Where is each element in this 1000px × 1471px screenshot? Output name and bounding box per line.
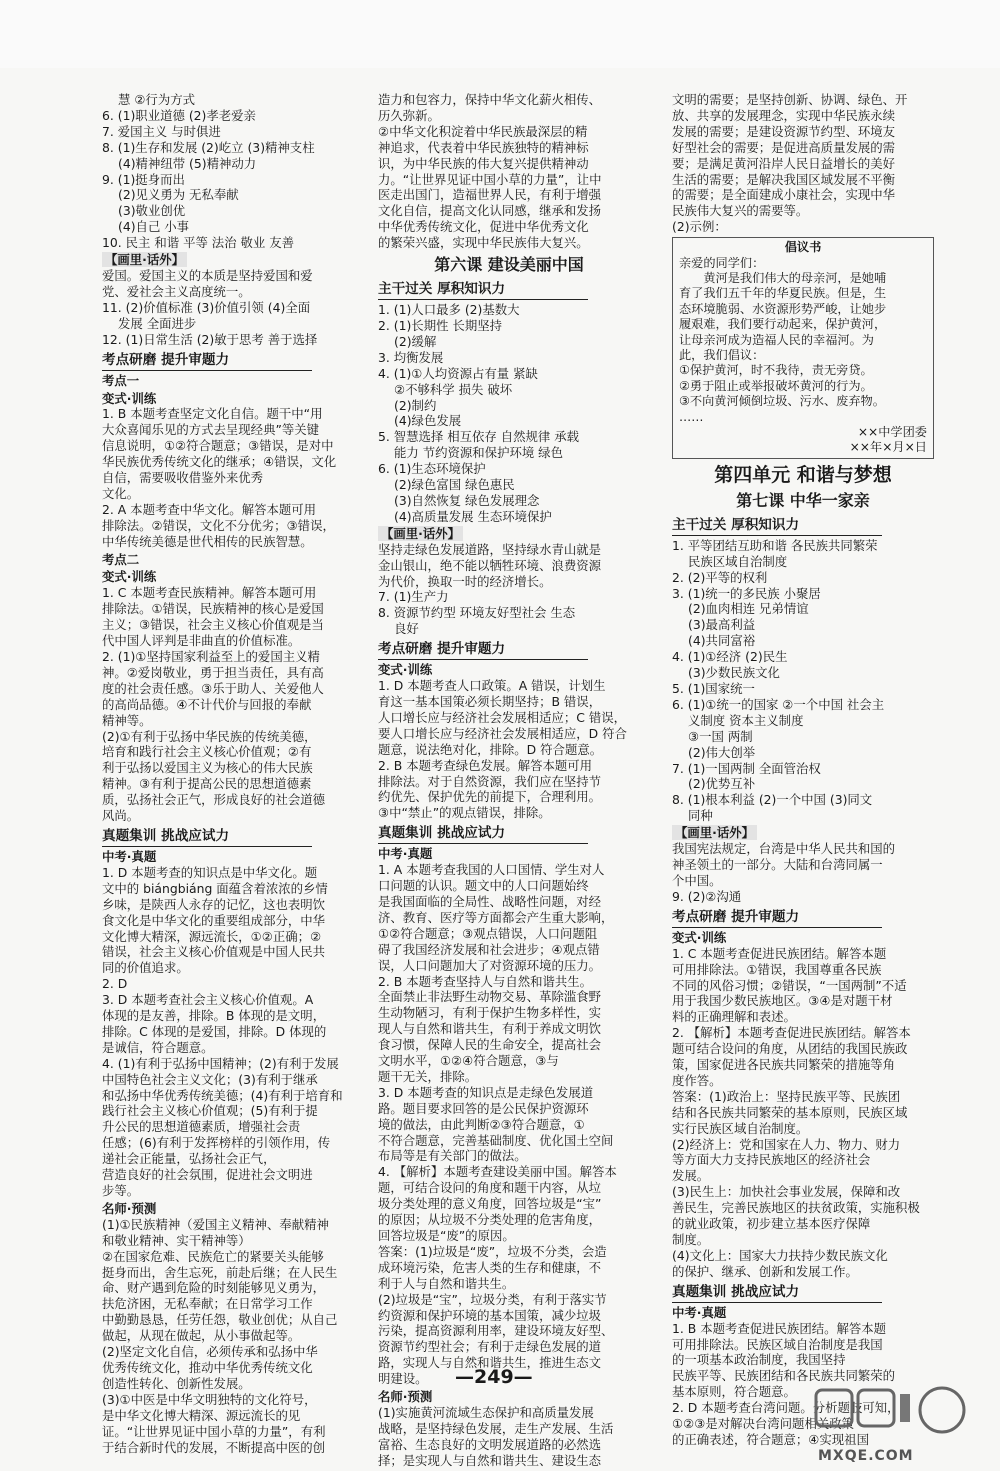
- text-line: 全面禁止非法野生动物交易、革除滥食野: [378, 989, 602, 1005]
- text-line: 6. (1)生态环境保护: [378, 461, 486, 477]
- text-line: 义制度 资本主义制度: [688, 712, 804, 728]
- text-line: 9. (1)挺身而出: [102, 171, 185, 187]
- text-line: 料的正确理解和表述。: [672, 1009, 796, 1025]
- text-line: 生动物陋习，有利于保护生物多样性，实: [378, 1005, 602, 1021]
- text-line: (4)文化上：国家大力扶持少数民族文化: [672, 1247, 888, 1263]
- subheading: 名师·预测: [378, 1389, 433, 1405]
- section-banner: 主干过关 厚积知识力: [672, 515, 882, 536]
- text-line: 创造性转化、创新性发展。: [102, 1375, 251, 1391]
- text-line: (2)见义勇为 无私奉献: [118, 187, 239, 203]
- letter-sign-date: ××年×月×日: [849, 440, 927, 455]
- text-line: 4. (1)①人均资源占有量 紧缺: [378, 365, 538, 381]
- text-line: 要人口增长应与经济社会发展相适应，D 符合: [378, 725, 627, 741]
- text-line: 2. D: [102, 976, 128, 992]
- text-line: 放、共享的发展理念，实现中华民族永续: [672, 107, 896, 123]
- text-line: (2)缓解: [394, 333, 437, 349]
- text-line: 6. (1)①统一的国家 ②一个中国 社会主: [672, 696, 885, 712]
- text-line: (3)最高利益: [688, 617, 756, 633]
- subheading: 中考·真题: [102, 848, 157, 864]
- text-line: (3)自然恢复 绿色发展理念: [394, 492, 540, 508]
- text-line: 排除法。①错误，民族精神的核心是爱国: [102, 601, 324, 617]
- text-line: 2. B 本题考查坚持人与自然和谐共生。: [378, 973, 593, 989]
- text-line: (2)经济上：党和国家在人力、物力、财力: [672, 1136, 901, 1152]
- text-line: 代中国人评判是非曲直的价值标准。: [102, 633, 301, 649]
- lesson-title: 第六课 建设美丽中国: [434, 255, 584, 275]
- text-line: 食习惯，保障人民的生命安全，提高社会: [378, 1037, 602, 1053]
- subheading: 考点二: [102, 551, 140, 567]
- text-line: 文明水平，①②④符合题意，③与: [378, 1053, 559, 1069]
- text-line: 回答垃圾是“废”的原因。: [378, 1228, 515, 1243]
- text-line: 个中国。: [672, 872, 722, 888]
- section-tag-row: [672, 824, 934, 841]
- unit-title: 第四单元 和谐与梦想: [714, 463, 892, 486]
- letter-line: 态环境脆弱、水资源形势严峻，让她步: [679, 301, 887, 316]
- text-line: 人口增长应与经济社会发展相适应；C 错误，: [378, 709, 627, 725]
- text-line: ③一国 两制: [688, 728, 753, 744]
- text-line: 同的价值追求。: [102, 960, 189, 976]
- section-banner: 真题集训 挑战应试力: [378, 823, 588, 844]
- text-line: 和弘扬中华优秀传统美德；(4)有利于培育和: [102, 1087, 343, 1103]
- text-line: 7. (1)一国两制 全面管治权: [672, 760, 821, 776]
- text-line: 利于弘扬以爱国主义为核心的伟大民族: [102, 760, 313, 776]
- text-line: 爱国。爱国主义的本质是坚持爱国和爱: [102, 268, 313, 284]
- text-line: 是中华文化博大精深、源远流长的见: [102, 1407, 301, 1423]
- column-right-top: [672, 92, 934, 235]
- text-line: 3. D 本题考查社会主义核心价值观。A: [102, 992, 314, 1008]
- letter-line: ……: [679, 409, 704, 424]
- letter-line: 让母亲河成为造福人民的幸福河。为: [679, 332, 874, 347]
- text-line: 1. D 本题考查的知识点是中华文化。题: [102, 864, 318, 880]
- text-line: 排除。C 体现的是爱国，排除。D 体现的: [102, 1023, 327, 1039]
- text-line: 的一项基本政治制度，我国坚持: [672, 1352, 846, 1368]
- text-line: (2)伟大创举: [688, 744, 756, 760]
- text-line: 基本原则，符合题意。: [672, 1384, 796, 1400]
- text-line: 3. D 本题考查的知识点是走绿色发展道: [378, 1084, 594, 1100]
- text-line: 主义；③错误，社会主义核心价值观是当: [102, 617, 324, 633]
- text-line: 12. (1)日常生活 (2)敏于思考 善于选择: [102, 331, 318, 347]
- text-line: 好型社会的需要；是促进高质量发展的需: [672, 139, 896, 155]
- text-line: 题，可结合设问的角度和题干内容，从垃: [378, 1180, 602, 1196]
- text-line: 误，人口问题加大了对资源环境的压力。: [378, 957, 602, 973]
- text-line: 的保护、继承、创新和发展工作。: [672, 1263, 858, 1279]
- text-line: 3. (1)统一的多民族 小聚居: [672, 585, 821, 601]
- text-line: 坚持走绿色发展道路，坚持绿水青山就是: [378, 541, 602, 557]
- text-line: (4)共同富裕: [688, 633, 756, 649]
- text-line: 食文化是中华文化的重要组成部分，中华: [102, 912, 326, 928]
- text-line: 4. (1)有利于弘扬中国精神；(2)有利于发展: [102, 1055, 339, 1071]
- section-banner: 考点研磨 提升审题力: [672, 907, 882, 928]
- text-line: (2)坚定文化自信，必须传承和弘扬中华: [102, 1344, 318, 1360]
- text-line: 1. B 本题考查坚定文化自信。题干中“用: [102, 406, 323, 422]
- letter-line: 亲爱的同学们：: [679, 255, 765, 270]
- letter-line: ③不向黄河倾倒垃圾、污水、废弃物。: [679, 394, 885, 409]
- text-line: ②中华文化积淀着中华民族最深层的精: [378, 123, 588, 139]
- text-line: 富裕、生态良好的文明发展道路的必然选: [378, 1436, 602, 1452]
- text-line: 1. C 本题考查促进民族团结。解答本题: [672, 945, 887, 961]
- text-line: 文化自信，提高文化认同感，继承和发扬: [378, 203, 602, 219]
- text-line: 同种: [688, 808, 713, 824]
- text-line: 善民生，完善民族地区的扶贫政策，实施积极: [672, 1200, 920, 1216]
- letter-title: 倡议书: [784, 240, 822, 255]
- text-line: 信息说明，①②符合题意；③错误，是对中: [102, 438, 334, 454]
- text-line: 错误，社会主义核心价值观是中国人民共: [102, 944, 326, 960]
- text-line: 培育和践行社会主义核心价值观；②有: [102, 744, 312, 760]
- text-line: (4)高质量发展 生态环境保护: [394, 508, 552, 524]
- text-line: 慧 ②行为方式: [118, 92, 195, 107]
- text-line: 路。题目要求回答的是公民保护资源环: [378, 1100, 589, 1116]
- text-line: 可用排除法。民族区域自治制度是我国: [672, 1336, 883, 1352]
- text-line: 排除法。②错误，文化不分优劣；③错误，: [102, 517, 335, 533]
- watermark-text: MXQE.COM: [818, 1448, 914, 1464]
- text-line: 精神等。: [102, 712, 152, 728]
- text-line: 污染，提高资源利用率，建设环境友好型、: [378, 1323, 614, 1339]
- text-line: 民族伟大复兴的需要等。: [672, 203, 809, 219]
- text-line: 的正确表述，符合题意；④实现祖国: [672, 1431, 869, 1447]
- column-right: [672, 92, 934, 1447]
- text-line: 战略，是坚持绿色发展，走生产发展、生活: [378, 1420, 614, 1436]
- text-line: 制度。: [672, 1232, 710, 1247]
- section-banner: 考点研磨 提升审题力: [378, 639, 588, 660]
- subheading: 变式·训练: [672, 929, 727, 945]
- text-line: 题干无关，排除。: [378, 1068, 478, 1084]
- text-line: 医走出国门，造福世界人民，有利于增强: [378, 187, 602, 203]
- text-line: 1. A 本题考查我国的人口国情、学生对人: [378, 862, 605, 878]
- letter-body: [679, 256, 927, 425]
- section-tag: 【画里·话外】: [378, 526, 463, 541]
- text-line: 1. 平等团结互助和谐 各民族共同繁荣: [672, 537, 878, 553]
- text-line: 中勤勤恳恳，任劳任怨，敬业创优；从自己: [102, 1312, 338, 1328]
- section-banner: 主干过关 厚积知识力: [378, 279, 588, 300]
- text-line: 做起，从现在做起，从小事做起等。: [102, 1328, 301, 1344]
- text-line: 扶危济困，无私奉献；在日常学习工作: [102, 1296, 313, 1312]
- text-line: 布局等是有关部门的做法。: [378, 1148, 527, 1164]
- text-line: 利于人与自然和谐共生。: [378, 1275, 515, 1291]
- text-line: 良好: [394, 621, 419, 637]
- section-banner: 真题集训 挑战应试力: [102, 826, 312, 847]
- text-line: (2)①有利于弘扬中华民族的传统美德，: [102, 728, 317, 744]
- subheading: 中考·真题: [378, 846, 433, 862]
- text-line: 碍了我国经济发展和社会进步；④观点错: [378, 941, 600, 957]
- text-line: 民族区域自治制度: [688, 553, 788, 569]
- section-tag: 【画里·话外】: [672, 825, 757, 840]
- text-line: ②在国家危难、民族危亡的紧要关头能够: [102, 1248, 324, 1264]
- text-line: 中华传统美德是世代相传的民族智慧。: [102, 533, 313, 549]
- text-line: 2. B 本题考查绿色发展。解答本题可用: [378, 757, 593, 773]
- top-band: [0, 0, 1000, 68]
- text-line: 答案：(1)垃圾是“废”，垃圾不分类，会造: [378, 1243, 607, 1259]
- text-line: 神圣领土的一部分。大陆和台湾同属一: [672, 857, 883, 873]
- text-line: 用于我国少数民族地区。③④是对题干材: [672, 993, 893, 1009]
- text-line: 现人与自然和谐共生，有利于养成文明饮: [378, 1021, 602, 1037]
- text-line: 能力 节约资源和保护环境 绿色: [394, 445, 563, 461]
- letter-line: 履艰难，我们要行动起来，保护黄河，: [679, 317, 887, 332]
- letter-line: 黄河是我们伟大的母亲河，是她哺: [679, 270, 887, 285]
- text-line: 5. 智慧选择 相互依存 自然规律 承载: [378, 429, 580, 445]
- text-line: ①②③是对解决台湾问题相关政策: [672, 1416, 855, 1432]
- text-line: 实行民族区域自治制度。: [672, 1120, 809, 1136]
- text-line: 口问题的认识。题文中的人口问题始终: [378, 878, 589, 894]
- subheading: 考点一: [102, 372, 140, 388]
- text-line: 4. (1)①经济 (2)民生: [672, 649, 788, 665]
- subheading: 变式·训练: [102, 569, 157, 585]
- text-line: 7. (1)生产力: [378, 589, 449, 605]
- text-line: (1)①民族精神（爱国主义精神、奉献精神: [102, 1216, 329, 1232]
- text-line: 约优先、保护优先的前提下，合理利用。: [378, 789, 602, 805]
- text-line: 命、财产遇到危险的时刻能够见义勇为，: [102, 1280, 326, 1296]
- text-line: (4)精神纽带 (5)精神动力: [118, 155, 257, 171]
- column-left: [102, 92, 362, 1455]
- text-line: (2)垃圾是“宝”，垃圾分类，有利于落实节: [378, 1291, 607, 1307]
- text-line: 11. (2)价值标准 (3)价值引领 (4)全面: [102, 299, 311, 315]
- text-line: 度的社会责任感。③乐于助人、关爱他人: [102, 680, 324, 696]
- letter-line: ①保护黄河，时不我待，责无旁贷。: [679, 363, 873, 378]
- text-line: 的就业政策，初步建立基本医疗保障: [672, 1216, 871, 1232]
- text-line: 2. 【解析】本题考查促进民族团结。解答本: [672, 1025, 911, 1041]
- text-line: 2. (2)平等的权利: [672, 569, 768, 585]
- text-line: 成环境污染，危害人类的生存和健康，不: [378, 1259, 602, 1275]
- text-line: 明建设。: [378, 1371, 428, 1387]
- text-line: 风尚。: [102, 808, 140, 824]
- text-line: (2)血肉相连 兄弟情谊: [688, 601, 809, 617]
- subheading: 变式·训练: [378, 662, 433, 678]
- text-line: 度作答。: [672, 1072, 722, 1088]
- text-line: (2)示例：: [672, 219, 727, 235]
- text-line: 等方面大力支持民族地区的经济社会: [672, 1152, 871, 1168]
- section-banner: 考点研磨 提升审题力: [102, 350, 312, 371]
- text-line: 圾分类处理的意义角度，回答垃圾是“宝”: [378, 1196, 602, 1212]
- text-line: 要；是满足黄河沿岸人民日益增长的美好: [672, 155, 896, 171]
- letter-line: ②勇于阻止或举报破坏黄河的行为。: [679, 378, 873, 393]
- text-line: 神。②爱岗敬业，勇于担当责任，具有高: [102, 664, 324, 680]
- text-line: 1. D 本题考查人口政策。A 错误，计划生: [378, 678, 606, 694]
- text-line: (3)①中医是中华文明独特的文化符号，: [102, 1391, 317, 1407]
- text-line: (3)民生上：加快社会事业发展，保障和改: [672, 1184, 901, 1200]
- text-line: 的原因；从垃圾不分类处理的危害角度，: [378, 1212, 602, 1228]
- text-line: 中华优秀传统文化，促进中华优秀文化: [378, 219, 589, 235]
- text-line: 是我国面临的全局性、战略性问题，对经: [378, 893, 602, 909]
- lesson-title: 第七课 中华一家亲: [736, 490, 870, 510]
- letter-line: 此，我们倡议：: [679, 348, 765, 362]
- text-line: 7. 爱国主义 与时俱进: [102, 123, 221, 139]
- text-line: 中国特色社会主义文化；(3)有利于继承: [102, 1071, 318, 1087]
- text-line: 于结合新时代的发展，不断提高中医的创: [102, 1439, 326, 1455]
- text-line: 文化。: [102, 485, 140, 501]
- text-line: 择；是实现人与自然和谐共生、建设生态: [378, 1452, 602, 1468]
- text-line: 为代价，换取一时的经济增长。: [378, 573, 552, 589]
- section-tag-row: [378, 525, 640, 542]
- text-line: 发展 全面进步: [118, 315, 197, 331]
- text-line: 2. (1)长期性 长期坚持: [378, 317, 502, 333]
- text-line: 步等。: [102, 1183, 140, 1198]
- section-tag: 【画里·话外】: [102, 252, 187, 267]
- text-line: 大众喜闻乐见的方式去呈现经典”等关键: [102, 422, 320, 438]
- text-line: 1. B 本题考查促进民族团结。解答本题: [672, 1320, 887, 1336]
- section-banner: 真题集训 挑战应试力: [672, 1282, 882, 1303]
- text-line: 不符合题意，完善基础制度、优化国土空间: [378, 1132, 614, 1148]
- text-line: 2. (1)①坚持国家利益至上的爱国主义精: [102, 649, 320, 664]
- text-line: 的繁荣兴盛，实现中华民族伟大复兴。: [378, 235, 589, 251]
- text-line: 挺身而出，舍生忘死，前赴后继；在人民生: [102, 1264, 338, 1280]
- text-line: 和敬业精神、实干精神等）: [102, 1232, 251, 1248]
- text-line: 神追求，代表着中华民族独特的精神标: [378, 139, 589, 155]
- text-line: (3)敬业创优: [118, 203, 186, 219]
- text-line: 1. (1)人口最多 (2)基数大: [378, 302, 520, 318]
- text-line: 文明的需要；是坚持创新、协调、绿色、开: [672, 92, 908, 107]
- subheading: 名师·预测: [102, 1200, 157, 1216]
- text-line: 6. (1)职业道德 (2)孝老爱亲: [102, 107, 256, 123]
- text-line: 生活的需要；是解决我国区域发展不平衡: [672, 171, 896, 187]
- text-line: 的高尚品德。④不计代价与回报的奉献: [102, 696, 312, 712]
- text-line: 文中的 biángbiáng 面蕴含着浓浓的乡情: [102, 880, 328, 896]
- text-line: 自信，需要吸收借鉴外来优秀: [102, 470, 264, 486]
- text-line: 结和各民族共同繁荣的基本原则，民族区域: [672, 1104, 908, 1120]
- text-line: 民族平等、民族团结和各民族共同繁荣的: [672, 1368, 896, 1384]
- text-line: 是诚信，符合题意。: [102, 1039, 214, 1055]
- text-line: 文化博大精深，源远流长，①②正确；②: [102, 928, 322, 944]
- text-line: 答案：(1)政治上：坚持民族平等、民族团: [672, 1088, 901, 1104]
- text-line: ①②符合题意；③观点错误，人口问题阻: [378, 925, 598, 941]
- text-line: 营造良好的社会氛围，促进社会文明进: [102, 1167, 313, 1183]
- letter-line: 育了我们五千年的华夏民族。但是，生: [679, 286, 887, 301]
- page-number: —249—: [455, 1366, 533, 1388]
- text-line: 造力和包容力，保持中华文化薪火相传、: [378, 92, 602, 107]
- text-line: 排除法。对于自然资源，我们应在坚持节: [378, 773, 602, 789]
- text-line: 质，弘扬社会正气，形成良好的社会道德: [102, 792, 326, 808]
- text-line: 9. (2)②沟通: [672, 888, 742, 904]
- proposal-letter: [672, 237, 934, 459]
- letter-sign-org: ××中学团委: [857, 425, 927, 440]
- text-line: 任感；(6)有利于发挥榜样的引领作用，传: [102, 1135, 331, 1151]
- text-line: 1. C 本题考查民族精神。解答本题可用: [102, 585, 317, 601]
- text-line: 2. A 本题考查中华文化。解答本题可用: [102, 501, 317, 517]
- text-line: 济、教育、医疗等方面都会产生重大影响，: [378, 909, 614, 925]
- section-tag-row: [102, 251, 362, 268]
- text-line: (2)绿色富国 绿色惠民: [394, 477, 515, 493]
- text-line: 5. (1)国家统一: [672, 681, 755, 696]
- text-line: (4)自己 小事: [118, 219, 190, 235]
- text-line: 践行社会主义核心价值观；(5)有利于提: [102, 1103, 318, 1119]
- text-line: 党、爱社会主义高度统一。: [102, 283, 251, 299]
- text-line: 3. 均衡发展: [378, 349, 444, 365]
- text-line: 的需要；是全面建成小康社会，实现中华: [672, 187, 896, 203]
- text-line: (1)实施黄河流域生态保护和高质量发展: [378, 1404, 594, 1420]
- text-line: 路，实现人与自然和谐共生，推进生态文: [378, 1355, 602, 1371]
- text-line: 4. 【解析】本题考查建设美丽中国。解答本: [378, 1164, 617, 1180]
- text-line: 可用排除法。①错误，我国尊重各民族: [672, 961, 882, 977]
- text-line: ③中“禁止”的观点错误，排除。: [378, 805, 551, 821]
- text-line: 资源节约型社会；有利于走绿色发展的道: [378, 1339, 602, 1355]
- text-line: 策，国家促进各民族共同繁荣的措施等角: [672, 1057, 896, 1073]
- text-line: 不同的风俗习惯；②错误，“一国两制”不适: [672, 977, 907, 993]
- text-line: 升公民的思想道德素质，增强社会责: [102, 1119, 301, 1135]
- text-line: 精神。③有利于提高公民的思想道德素: [102, 776, 312, 792]
- text-line: 约资源和保护环境的基本国策，减少垃圾: [378, 1307, 602, 1323]
- text-line: 境的做法，由此判断②③符合题意，①: [378, 1116, 585, 1132]
- text-line: 优秀传统文化，推动中华优秀传统文化: [102, 1359, 313, 1375]
- text-line: 题可结合设问的角度，从团结的我国民族政: [672, 1041, 908, 1057]
- text-line: 乡味，是陕西人永存的记忆，这也表明饮: [102, 896, 326, 912]
- subheading: 变式·训练: [102, 390, 157, 406]
- column-right-bottom: [672, 463, 934, 1448]
- text-line: 体现的是友善，排除。B 体现的是文明，: [102, 1008, 326, 1024]
- text-line: 识，为中华民族的伟大复兴提供精神动: [378, 155, 589, 171]
- text-line: 10. 民主 和谐 平等 法治 敬业 友善: [102, 235, 295, 251]
- text-line: 8. (1)生存和发展 (2)屹立 (3)精神支柱: [102, 139, 315, 155]
- text-line: 8. (1)根本利益 (2)一个中国 (3)同文: [672, 792, 873, 808]
- text-line: (3)少数民族文化: [688, 665, 780, 681]
- text-line: (2)制约: [394, 397, 437, 413]
- text-line: 证。“让世界见证中国小草的力量”，有利: [102, 1423, 326, 1439]
- text-line: 华民族优秀传统文化的继承；④错误，文化: [102, 454, 337, 470]
- text-line: 我国宪法规定，台湾是中华人民共和国的: [672, 841, 896, 857]
- text-line: (2)优势互补: [688, 776, 756, 792]
- text-line: 发展。: [672, 1168, 710, 1184]
- subheading: 中考·真题: [672, 1304, 727, 1320]
- text-line: 育这一基本国策必须长期坚持；B 错误，: [378, 694, 602, 709]
- text-line: 递社会正能量，弘扬社会正气，: [102, 1151, 276, 1167]
- text-line: 题意，说法绝对化，排除。D 符合题意。: [378, 741, 603, 757]
- text-line: 力。“让世界见证中国小草的力量”，让中: [378, 171, 602, 187]
- text-line: 2. D 本题考查台湾问题。分析题肢可知，: [672, 1400, 900, 1416]
- text-line: 金山银山，绝不能以牺牲环境、浪费资源: [378, 557, 602, 573]
- text-line: 发展的需要；是建设资源节约型、环境友: [672, 123, 896, 139]
- text-line: (4)绿色发展: [394, 413, 462, 429]
- text-line: 历久弥新。: [378, 107, 440, 123]
- text-line: 8. 资源节约型 环境友好型社会 生态: [378, 605, 576, 621]
- text-line: ②不够科学 损失 破坏: [394, 381, 513, 397]
